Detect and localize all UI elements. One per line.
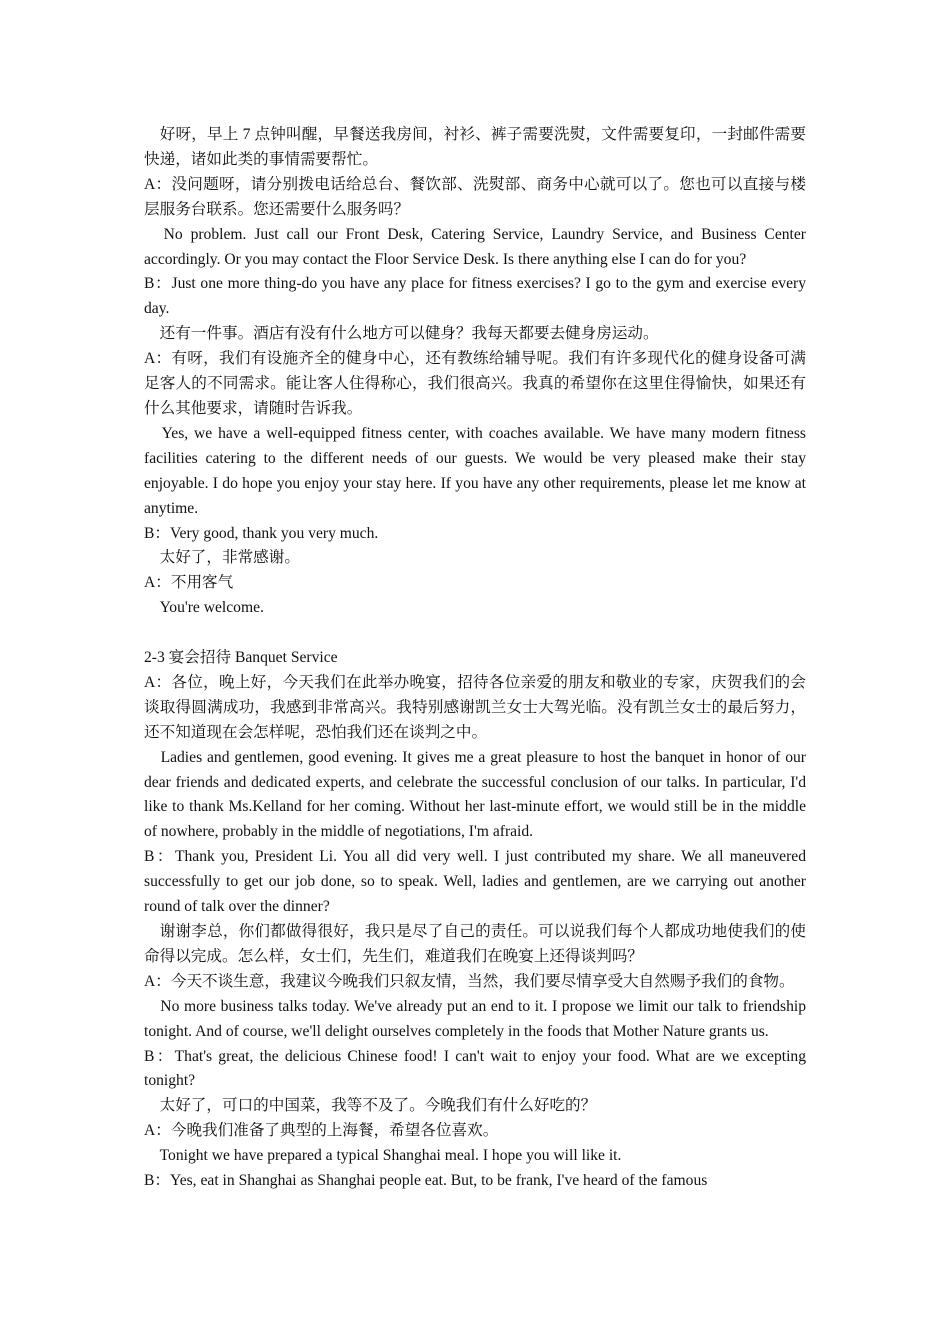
section-heading: 2-3 宴会招待 Banquet Service [144,649,338,667]
paragraph: A：今晚我们准备了典型的上海餐，希望各位喜欢。 [144,1122,499,1140]
paragraph: 太好了，可口的中国菜，我等不及了。今晚我们有什么好吃的？ [144,1097,597,1115]
paragraph: B：Thank you, President Li. You all did very well. I just contributed my share. We all maneuvered successfully to get our job done, so to speak. Well, ladies and gentlemen, are we carrying out another round of talk over the dinner? [144,848,806,916]
paragraph: B：Just one more thing-do you have any place for fitness exercises? I go to the gym and exercise every day. [144,275,806,318]
paragraph: A：没问题呀，请分别拨电话给总台、餐饮部、洗熨部、商务中心就可以了。您也可以直接与楼层服务台联系。您还需要什么服务吗？ [144,175,806,218]
paragraph: You're welcome. [144,599,264,617]
paragraph: No problem. Just call our Front Desk, Catering Service, Laundry Service, and Business Center accordingly. Or you may contact the Floor Service Desk. Is there anything else I can do for you? [144,225,806,268]
document-body [144,123,806,1194]
paragraph: 谢谢李总，你们都做得很好，我只是尽了自己的责任。可以说我们每个人都成功地使我们的使命得以完成。怎么样，女士们，先生们，难道我们在晚宴上还得谈判吗？ [144,922,806,965]
paragraph: 好呀，早上 7 点钟叫醒，早餐送我房间，衬衫、裤子需要洗熨，文件需要复印，一封邮件需要快递，诸如此类的事情需要帮忙。 [144,126,806,168]
paragraph: B：Yes, eat in Shanghai as Shanghai people eat. But, to be frank, I've heard of the famous [144,1172,708,1190]
paragraph: Ladies and gentlemen, good evening. It gives me a great pleasure to host the banquet in honor of our dear friends and dedicated experts, and celebrate the successful conclusion of our talks. In particular, I'd like to thank Ms.Kelland for her coming. Without her last-minute effort, we would still be in the middle of nowhere, probably in the middle of negotiations, I'm afraid. [144,748,806,841]
paragraph: Tonight we have prepared a typical Shanghai meal. I hope you will like it. [144,1147,622,1165]
paragraph: Yes, we have a well-equipped fitness center, with coaches available. We have many modern fitness facilities catering to the different needs of our guests. We would be very pleased make their stay enjoyable. I do hope you enjoy your stay here. If you have any other requirements, please let me know at anytime. [144,424,806,517]
paragraph: A：各位，晚上好，今天我们在此举办晚宴，招待各位亲爱的朋友和敬业的专家，庆贺我们的会谈取得圆满成功，我感到非常高兴。我特别感谢凯兰女士大驾光临。没有凯兰女士的最后努力，还不知道现在会怎样呢，恐怕我们还在谈判之中。 [144,673,806,741]
paragraph: 还有一件事。酒店有没有什么地方可以健身？我每天都要去健身房运动。 [144,325,659,343]
blank-line [144,621,806,646]
paragraph: A：今天不谈生意，我建议今晚我们只叙友情，当然，我们要尽情享受大自然赐予我们的食物。 [144,972,795,990]
paragraph: B：Very good, thank you very much. [144,524,379,542]
paragraph: No more business talks today. We've already put an end to it. I propose we limit our talk to friendship tonight. And of course, we'll delight ourselves completely in the foods that Mother Nature grants us. [144,997,806,1040]
paragraph: A：不用客气 [144,574,234,592]
paragraph: 太好了，非常感谢。 [144,549,300,567]
paragraph: A：有呀，我们有设施齐全的健身中心，还有教练给辅导呢。我们有许多现代化的健身设备可满足客人的不同需求。能让客人住得称心，我们很高兴。我真的希望你在这里住得愉快，如果还有什么其他要求，请随时告诉我。 [144,350,806,417]
paragraph: B：That's great, the delicious Chinese food! I can't wait to enjoy your food. What are we excepting tonight? [144,1047,806,1090]
